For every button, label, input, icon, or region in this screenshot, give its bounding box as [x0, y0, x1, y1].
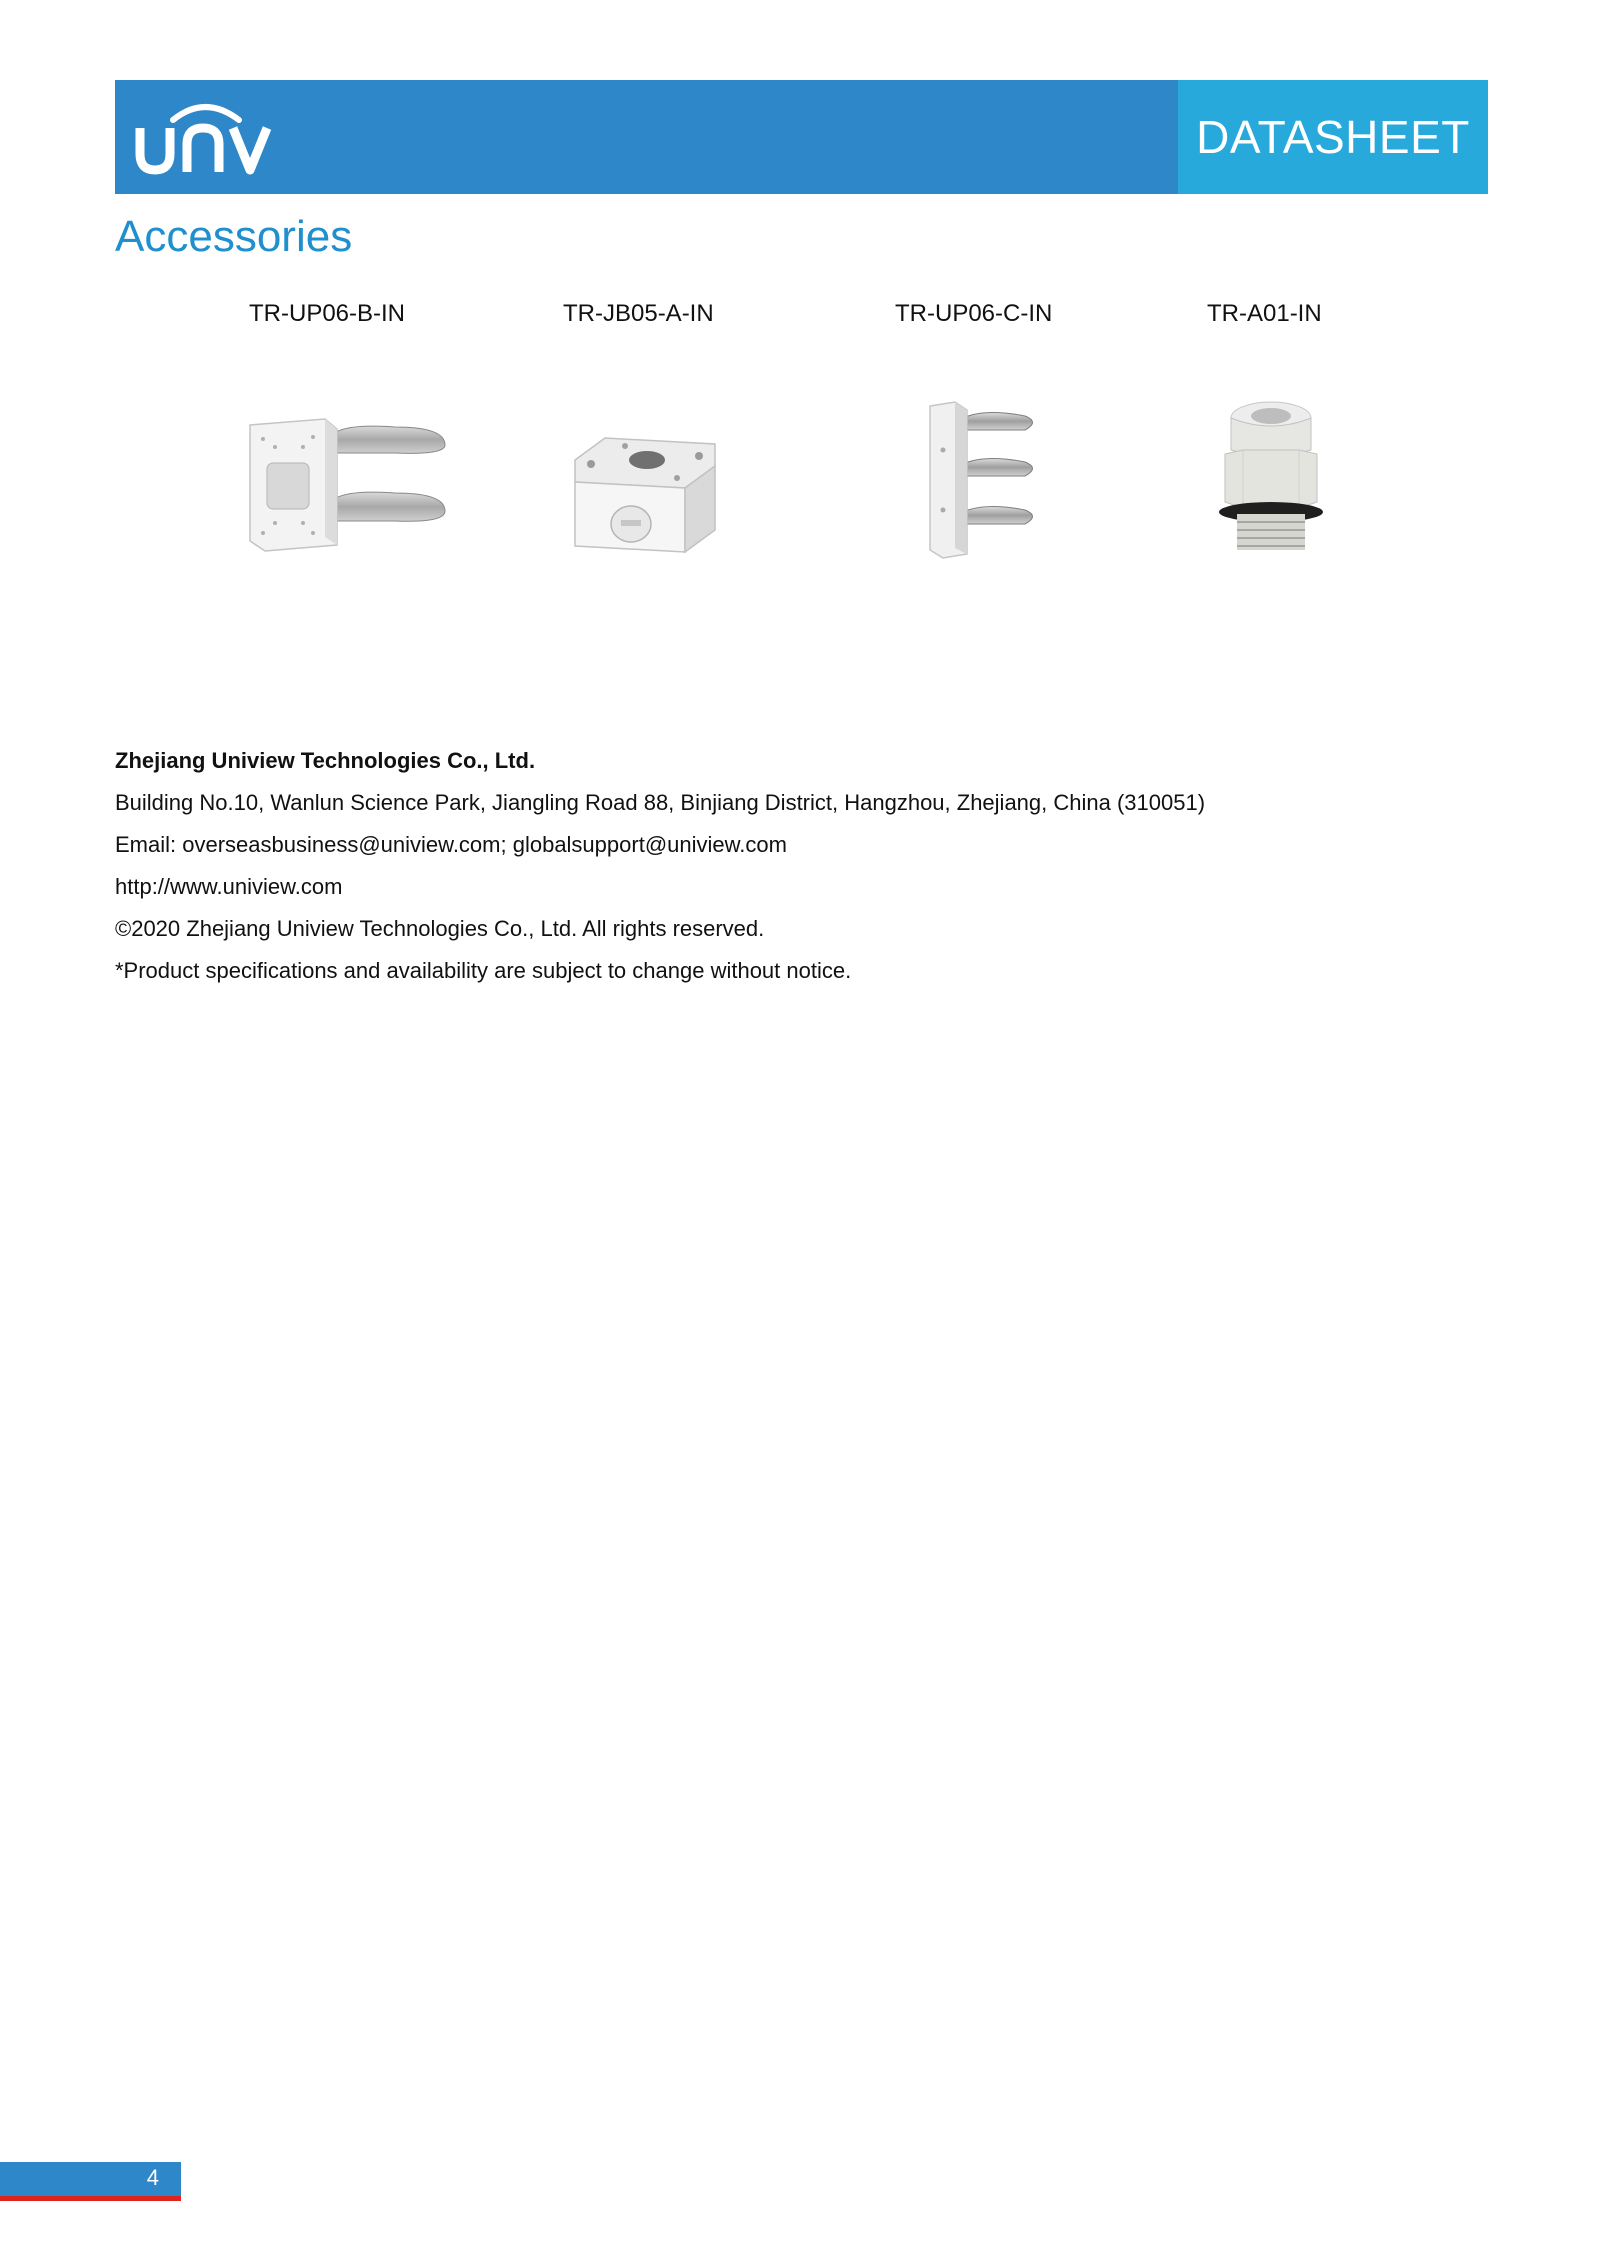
header-banner — [115, 80, 1488, 194]
company-name: Zhejiang Uniview Technologies Co., Ltd. — [115, 748, 536, 773]
datasheet-label-box — [1178, 80, 1488, 194]
notice-text: *Product specifications and availability are subject to change without notice. — [115, 958, 852, 983]
accessory-item — [563, 300, 714, 328]
company-website[interactable]: http://www.uniview.com — [115, 874, 343, 899]
accessory-item — [1207, 300, 1322, 328]
cable-gland-icon — [1213, 398, 1329, 558]
accessory-name: TR-UP06-B-IN — [249, 300, 406, 327]
accessory-name: TR-UP06-C-IN — [895, 300, 1053, 327]
pole-mount-bracket-icon — [245, 415, 451, 555]
section-title: Accessories — [115, 212, 353, 261]
unv-logo — [135, 98, 275, 178]
accessory-name: TR-JB05-A-IN — [563, 300, 714, 327]
accessory-name: TR-A01-IN — [1207, 300, 1322, 327]
junction-box-icon — [565, 430, 725, 560]
page-number-tab — [0, 2162, 181, 2201]
page-number: 4 — [146, 2165, 159, 2190]
accessory-item — [895, 300, 1052, 328]
pole-mount-adapter-icon — [925, 400, 1045, 560]
accessory-item — [249, 300, 405, 328]
company-email: Email: overseasbusiness@uniview.com; globalsupport@uniview.com — [115, 832, 787, 857]
company-address: Building No.10, Wanlun Science Park, Jiangling Road 88, Binjiang District, Hangzhou, Zhejiang, China (310051) — [115, 790, 1206, 815]
copyright-text: ©2020 Zhejiang Uniview Technologies Co., Ltd. All rights reserved. — [115, 916, 765, 941]
datasheet-label: DATASHEET — [1196, 111, 1470, 163]
company-info — [115, 740, 1205, 992]
